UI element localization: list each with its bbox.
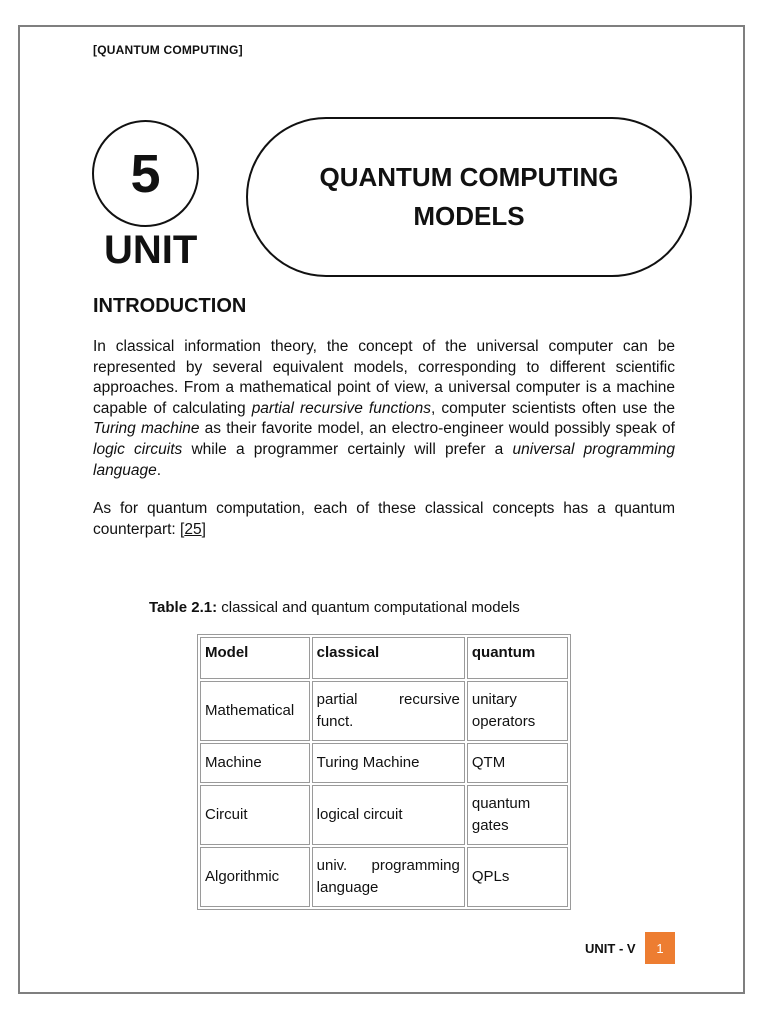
table-header-cell: quantum xyxy=(467,637,568,679)
paragraph-text: . xyxy=(156,461,162,479)
chapter-title: QUANTUM COMPUTING MODELS xyxy=(319,162,619,231)
italic-term: universal programming language xyxy=(93,440,675,479)
table-row xyxy=(200,785,568,845)
paragraph-text: while a programmer certainly will prefer a xyxy=(182,440,513,458)
unit-number: 5 xyxy=(130,143,161,204)
table-header-cell: classical xyxy=(312,637,465,679)
paragraph-text: As for quantum computation, each of these classical concepts has a quantum counterpart: [ xyxy=(93,500,675,538)
table-cell: Machine xyxy=(200,743,310,783)
table-cell: Turing Machine xyxy=(312,743,465,783)
italic-term: partial recursive functions xyxy=(251,399,431,417)
section-heading: INTRODUCTION xyxy=(93,295,247,317)
table-header-row xyxy=(200,637,568,679)
intro-paragraph-2 xyxy=(93,499,675,540)
table-row xyxy=(200,847,568,907)
running-header: [QUANTUM COMPUTING] xyxy=(93,43,243,57)
paragraph-text: In classical information theory, the concept of the universal computer can be represented by several equivalent models, corresponding to different scientific approaches. From a mathematical point of view, a universal computer is a machine capable of calculating xyxy=(93,338,675,417)
citation-close: ] xyxy=(201,520,206,538)
table-cell: Algorithmic xyxy=(200,847,310,907)
paragraph-text: as their favorite model, an electro-engineer would possibly speak of xyxy=(199,420,675,438)
chapter-title-box xyxy=(246,117,692,277)
table-cell: Mathematical xyxy=(200,681,310,741)
table-row xyxy=(200,681,568,741)
table-header-cell: Model xyxy=(200,637,310,679)
table-row xyxy=(200,743,568,783)
paragraph-text: , computer scientists often use the xyxy=(430,399,675,417)
table-caption xyxy=(149,599,520,616)
table-cell: Circuit xyxy=(200,785,310,845)
table-cell: QTM xyxy=(467,743,568,783)
unit-label: UNIT xyxy=(104,228,198,272)
italic-term: logic circuits xyxy=(93,440,183,458)
table-caption-label: Table 2.1: xyxy=(149,599,218,616)
table-cell: univ. programming language xyxy=(312,847,465,907)
table-caption-text: classical and quantum computational models xyxy=(217,599,520,616)
models-table xyxy=(197,634,571,910)
italic-term: Turing machine xyxy=(93,420,200,438)
unit-number-circle xyxy=(92,120,199,227)
footer-unit-label: UNIT - V xyxy=(585,941,636,956)
table-cell: partial recursive funct. xyxy=(312,681,465,741)
page-number-badge: 1 xyxy=(645,932,675,964)
citation-link[interactable]: 25 xyxy=(184,520,202,538)
table-cell: QPLs xyxy=(467,847,568,907)
table-cell: logical circuit xyxy=(312,785,465,845)
table-cell: unitary operators xyxy=(467,681,568,741)
table-cell: quantum gates xyxy=(467,785,568,845)
intro-paragraph-1 xyxy=(93,337,675,481)
